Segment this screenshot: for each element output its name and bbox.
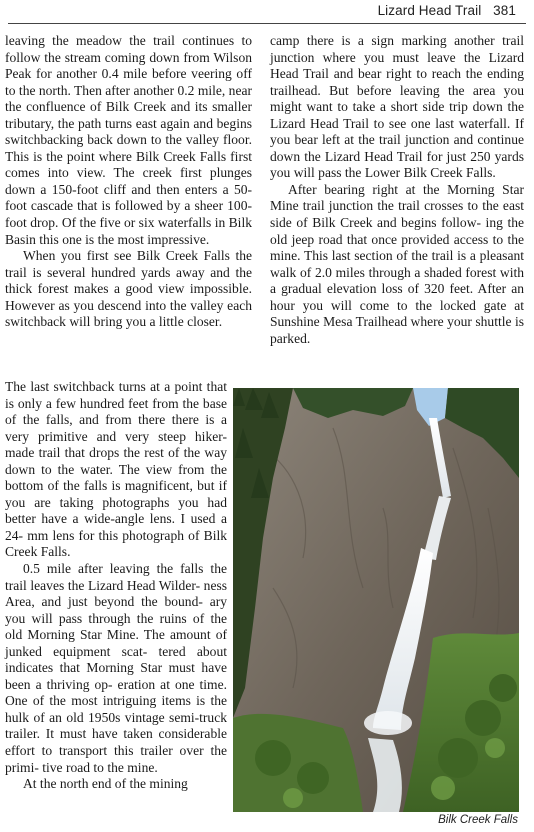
paragraph-morning-star-mine: 0.5 mile after leaving the falls the trail leaves the Lizard Head Wilder- ness Area, and just beyond the bound- ary you will pass through the ruins of the old Morning Star Mine. The amount of junked equipment scat- tered about indicates that Morning Star must have been a thriving op- eration at one time. One of the most intriguing items is the hulk of an old 1950s vintage semi-truck trailer. It must have taken considerable effort to transport this trailer over the primi- tive road to the mine. bbox=[5, 561, 227, 775]
running-head-title: Lizard Head Trail bbox=[377, 3, 482, 18]
page-number: 381 bbox=[493, 3, 516, 18]
paragraph-trail-junction: camp there is a sign marking another trail junction where you must leave the Lizard Head Trail and bear right to reach the ending trailhead. But before leaving the area you might want to take a short side trip down the Lizard Head Trail to see one last waterfall. If you bear left at the trail junction and continue down the Lizard Head Trail for just 250 yards you will pass the Lower Bilk Creek Falls. bbox=[270, 33, 524, 181]
header-rule bbox=[8, 23, 526, 24]
photo-caption: Bilk Creek Falls bbox=[438, 814, 518, 826]
left-column-narrow bbox=[5, 379, 227, 793]
paragraph-switchback: The last switchback turns at a point that is only a few hundred feet from the base of the falls, and from there there is a very primitive and very steep hiker-made trail that drops the rest of the way down to the water. The view from the bottom of the falls is magnificent, but if you are taking photographs you had better have a wide-angle lens. I used a 24- mm lens for this photograph of Bilk Creek Falls. bbox=[5, 379, 227, 560]
left-column-top bbox=[5, 33, 252, 331]
paragraph-meadow: leaving the meadow the trail continues to follow the stream coming down from Wilson Peak for another 0.4 mile before veering off to the north. Then after another 0.2 mile, near the confluence of Bilk Creek and its smaller tributary, the path turns east again and begins switchbacking back down to the valley floor. This is the point where Bilk Creek Falls first comes into view. The creek first plunges down a 150-foot cliff and then enters a 50-foot cascade that is followed by a sheer 100-foot drop. Of the five or six waterfalls in Bilk Basin this one is the most impressive. bbox=[5, 33, 252, 247]
paragraph-north-end: At the north end of the mining bbox=[23, 776, 188, 792]
waterfall-photo bbox=[233, 388, 519, 812]
running-head bbox=[378, 3, 516, 18]
paragraph-first-view: When you first see Bilk Creek Falls the trail is several hundred yards away and the thick forest makes a good view impossible. However as you descend into the valley each switchback will bring you a little closer. bbox=[5, 248, 252, 330]
paragraph-jeep-road: After bearing right at the Morning Star Mine trail junction the trail crosses to the east side of Bilk Creek and begins follow- ing the old jeep road that once provided access to the mine. This last section of the trail is a pleasant walk of 2.0 miles through a shaded forest with a gradual elevation loss of 320 feet. After an hour you will come to the locked gate at Sunshine Mesa Trailhead where your shuttle is parked. bbox=[270, 181, 524, 346]
right-column bbox=[270, 33, 524, 347]
waterfall-photo-illustration bbox=[233, 388, 519, 812]
